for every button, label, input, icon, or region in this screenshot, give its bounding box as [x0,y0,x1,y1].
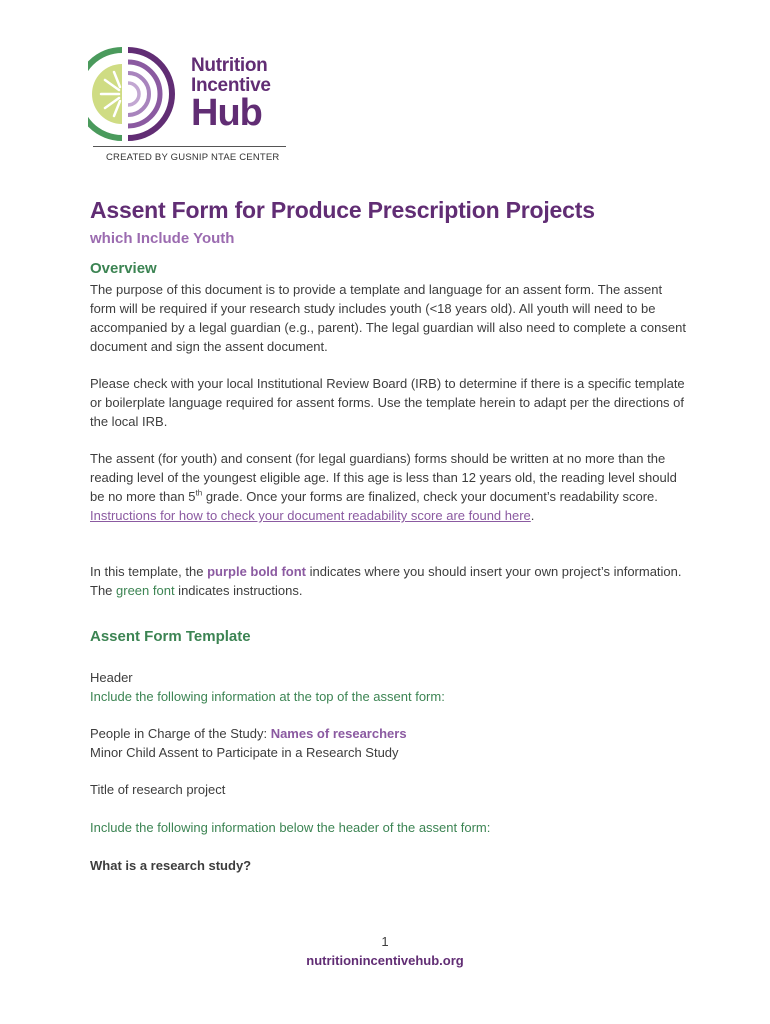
logo-word-hub: Hub [191,92,262,134]
minor-assent-line: Minor Child Assent to Participate in a Research Study [90,745,399,760]
document-title: Assent Form for Produce Prescription Projects [90,197,595,223]
p4-text-a: In this template, the [90,564,208,579]
logo-divider [93,146,286,147]
logo-mark-icon [88,42,188,142]
researcher-names-placeholder: Names of researchers [270,726,407,741]
readability-instructions-link[interactable]: Instructions for how to check your document readability score are found here [90,508,531,523]
document-subtitle: which Include Youth [90,230,235,247]
overview-paragraph-1: The purpose of this document is to provide a template and language for an assent form. The assent form will be required if your research study includes youth (<18 years old). All youth will need to be accompanied by a legal guardian (e.g., parent). The legal guardian will also need to complete a consent document and sign the assent document. [90,282,686,354]
p4-green-sample: green font [116,583,175,598]
overview-paragraph-4 [90,562,690,600]
p4-purple-bold-sample: purple bold font [207,564,306,579]
research-title-line: Title of research project [90,782,226,797]
header-instruction: Include the following information at the top of the assent form: [90,689,445,704]
logo-word-nutrition: Nutrition [191,55,268,76]
p4-text-b: indicates where you should insert your own project’s information. The [90,564,682,598]
footer-website: nutritionincentivehub.org [306,953,464,968]
p3-end: . [530,508,535,523]
template-heading: Assent Form Template [90,628,251,645]
p3-text-b: grade. Once your forms are finalized, check your document’s readability score. [202,489,658,504]
header-label: Header [90,670,133,685]
overview-paragraph-2: Please check with your local Institutional Review Board (IRB) to determine if there is a specific template or boilerplate language required for assent forms. Use the template herein to adapt per the directions of the local IRB. [90,376,685,429]
people-in-charge-line [90,724,690,743]
p3-text-a: The assent (for youth) and consent (for legal guardians) forms should be written at no more than the reading level of the youngest eligible age. If this age is less than 12 years old, the reading level should be no more than 5 [90,451,677,504]
logo-tagline: CREATED BY GUSNIP NTAE CENTER [106,152,280,163]
page-number: 1 [381,934,389,949]
overview-heading: Overview [90,260,157,277]
p4-text-c: indicates instructions. [174,583,303,598]
hub-logo [88,42,288,167]
logo-word-incentive: Incentive [191,75,271,96]
people-label: People in Charge of the Study: [90,726,271,741]
p3-superscript: th [195,488,203,498]
research-study-question: What is a research study? [90,858,252,873]
overview-paragraph-3 [90,449,690,525]
below-header-instruction: Include the following information below the header of the assent form: [90,820,491,835]
